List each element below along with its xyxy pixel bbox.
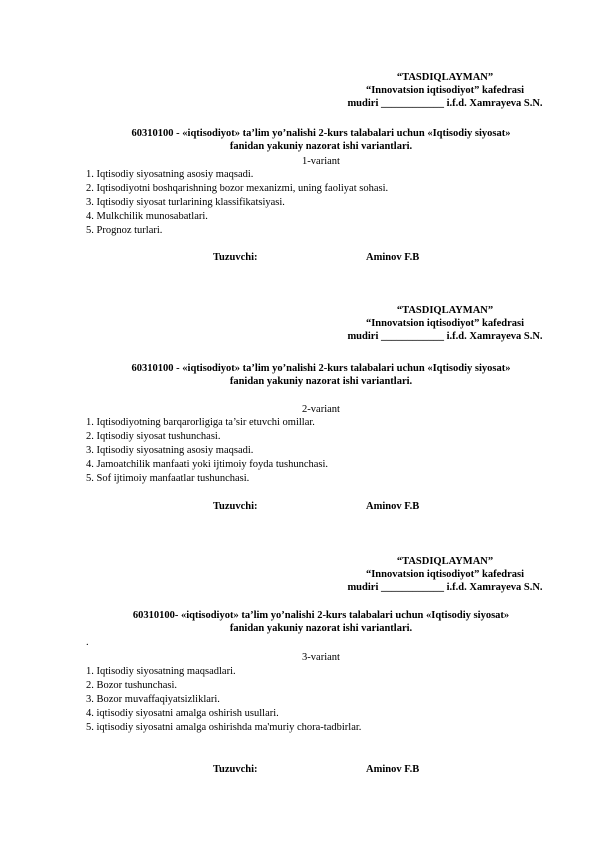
exam-heading-1 (86, 127, 556, 153)
compiler-label-3: Tuzuvchi: (213, 764, 258, 775)
compiler-name-3: Aminov F.B (366, 764, 420, 775)
exam-heading-line1: 60310100 - «iqtisodiyot» ta’lim yo’nalishi 2-kurs talabalari uchun «Iqtisodiy siyosat» (131, 128, 511, 139)
exam-heading-line2: fanidan yakuniy nazorat ishi variantlari. (229, 376, 413, 387)
question-item: 5. Prognoz turlari. (86, 225, 163, 236)
approval-head: mudiri ____________ i.f.d. Xamrayeva S.N. (347, 98, 543, 109)
approval-title: “TASDIQLAYMAN” (396, 556, 494, 567)
approval-block-2 (330, 304, 560, 343)
question-item: 2. Bozor tushunchasi. (86, 680, 177, 691)
question-item: 3. Bozor muvaffaqiyatsizliklari. (86, 694, 220, 705)
exam-heading-2 (86, 362, 556, 388)
question-item: 1. Iqtisodiy siyosatning asosiy maqsadi. (86, 169, 254, 180)
approval-head: mudiri ____________ i.f.d. Xamrayeva S.N. (347, 582, 543, 593)
variant-label-3: 3-variant (302, 652, 340, 663)
exam-heading-3 (86, 609, 556, 635)
approval-department: “Innovatsion iqtisodiyot” kafedrasi (365, 569, 525, 580)
approval-head: mudiri ____________ i.f.d. Xamrayeva S.N. (347, 331, 543, 342)
question-item: 4. iqtisodiy siyosatni amalga oshirish usullari. (86, 708, 279, 719)
question-item: 5. Sof ijtimoiy manfaatlar tushunchasi. (86, 473, 250, 484)
exam-heading-line2: fanidan yakuniy nazorat ishi variantlari. (229, 623, 413, 634)
compiler-label-1: Tuzuvchi: (213, 252, 258, 263)
question-list-2 (86, 416, 556, 486)
compiler-name-1: Aminov F.B (366, 252, 420, 263)
question-item: 1. Iqtisodiy siyosatning maqsadlari. (86, 666, 236, 677)
variant-label-2: 2-variant (302, 404, 340, 415)
exam-heading-line1: 60310100 - «iqtisodiyot» ta’lim yo’nalishi 2-kurs talabalari uchun «Iqtisodiy siyosat» (131, 363, 511, 374)
question-item: 4. Mulkchilik munosabatlari. (86, 211, 208, 222)
question-item: 3. Iqtisodiy siyosatning asosiy maqsadi. (86, 445, 254, 456)
question-list-3 (86, 665, 556, 735)
question-item: 2. Iqtisodiy siyosat tushunchasi. (86, 431, 221, 442)
stray-mark: . (86, 637, 89, 648)
approval-department: “Innovatsion iqtisodiyot” kafedrasi (365, 318, 525, 329)
question-item: 4. Jamoatchilik manfaati yoki ijtimoiy foyda tushunchasi. (86, 459, 329, 470)
approval-title: “TASDIQLAYMAN” (396, 305, 494, 316)
approval-block-1 (330, 71, 560, 110)
question-item: 5. iqtisodiy siyosatni amalga oshirishda ma'muriy chora-tadbirlar. (86, 722, 362, 733)
question-item: 1. Iqtisodiyotning barqarorligiga ta’sir etuvchi omillar. (86, 417, 315, 428)
approval-title: “TASDIQLAYMAN” (396, 72, 494, 83)
approval-block-3 (330, 555, 560, 594)
exam-heading-line1: 60310100- «iqtisodiyot» ta’lim yo’nalishi 2-kurs talabalari uchun «Iqtisodiy siyosat» (132, 610, 510, 621)
question-item: 2. Iqtisodiyotni boshqarishning bozor mexanizmi, uning faoliyat sohasi. (86, 183, 389, 194)
question-list-1 (86, 168, 556, 238)
approval-department: “Innovatsion iqtisodiyot” kafedrasi (365, 85, 525, 96)
compiler-label-2: Tuzuvchi: (213, 501, 258, 512)
question-item: 3. Iqtisodiy siyosat turlarining klassifikatsiyasi. (86, 197, 285, 208)
compiler-name-2: Aminov F.B (366, 501, 420, 512)
variant-label-1: 1-variant (302, 156, 340, 167)
exam-heading-line2: fanidan yakuniy nazorat ishi variantlari. (229, 141, 413, 152)
